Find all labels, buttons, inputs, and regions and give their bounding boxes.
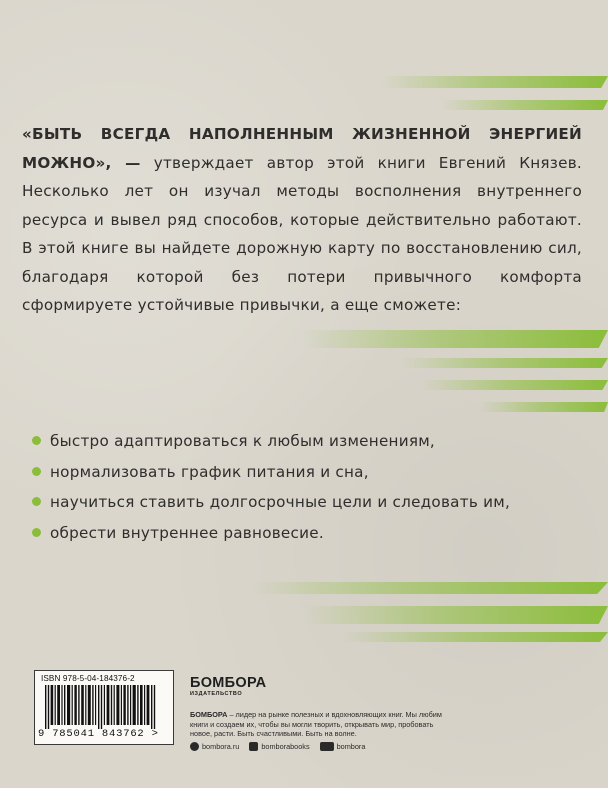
green-stripe-decoration xyxy=(400,358,608,368)
publisher-logo-subtitle: ИЗДАТЕЛЬСТВО xyxy=(190,691,243,697)
list-item-text: нормализовать график питания и сна, xyxy=(50,462,369,481)
green-stripe-decoration xyxy=(250,582,608,594)
green-stripe-decoration xyxy=(380,76,608,88)
publisher-description xyxy=(190,710,450,739)
list-item-text: научиться ставить долгосрочные цели и следовать им, xyxy=(50,493,511,511)
list-item-text: быстро адаптироваться к любым изменениям, xyxy=(50,432,436,450)
green-stripe-decoration xyxy=(300,606,608,624)
vk-icon xyxy=(249,742,258,751)
intro-body-text: утверждает автор этой книги Евгений Князев. Несколько лет он изучал методы восполнения внутреннего ресурса и вывел ряд способов, которые действительно работают. В этой книге вы найдете дорожную карту по восстановлению сил, благодаря которой без потери привычного комфорта сформируете устойчивые привычки, а еще сможете: xyxy=(22,153,583,314)
publisher-logo: БОМБОРА xyxy=(190,675,267,691)
bullet-dot-icon xyxy=(32,528,41,537)
barcode-digits: 9 785041 843762 > xyxy=(38,728,159,740)
social-link-label: bomborabooks xyxy=(261,741,310,751)
social-links xyxy=(190,742,450,751)
green-stripe-decoration xyxy=(440,100,608,110)
list-item xyxy=(32,518,592,549)
social-link-label: bombora xyxy=(336,741,366,751)
publisher-brand-name: БОМБОРА xyxy=(190,710,228,719)
green-stripe-decoration xyxy=(480,402,608,412)
barcode-panel xyxy=(34,670,174,745)
list-item xyxy=(32,487,592,518)
green-stripe-decoration xyxy=(340,632,608,642)
green-stripe-decoration xyxy=(300,330,608,348)
intro-paragraph xyxy=(22,120,582,320)
instagram-icon xyxy=(190,742,199,751)
publisher-block xyxy=(190,676,450,751)
list-item xyxy=(32,457,592,488)
barcode-icon xyxy=(45,685,165,729)
benefits-list xyxy=(32,426,592,548)
bullet-dot-icon xyxy=(32,497,41,506)
social-link-vk[interactable] xyxy=(249,742,309,751)
social-link-instagram[interactable] xyxy=(190,742,239,751)
green-stripe-decoration xyxy=(420,380,608,390)
bullet-dot-icon xyxy=(32,436,41,445)
list-item-text: обрести внутреннее равновесие. xyxy=(50,523,324,542)
publisher-description-text: – лидер на рынке полезных и вдохновляющих книг. Мы любим книги и создаем их, чтобы вы могли творить, открывать мир, пробовать новое, расти. Быть счастливыми. Быть на волне. xyxy=(190,710,442,738)
youtube-icon xyxy=(320,742,334,751)
intro-lead-quote: «БЫТЬ ВСЕГДА НАПОЛНЕННЫМ ЖИЗНЕННОЙ ЭНЕРГИЕЙ МОЖНО», — xyxy=(22,125,582,172)
social-link-youtube[interactable] xyxy=(320,742,366,751)
list-item xyxy=(32,426,592,457)
isbn-text: ISBN 978-5-04-184376-2 xyxy=(41,674,135,683)
social-link-label: bombora.ru xyxy=(202,741,240,751)
bullet-dot-icon xyxy=(32,467,41,476)
